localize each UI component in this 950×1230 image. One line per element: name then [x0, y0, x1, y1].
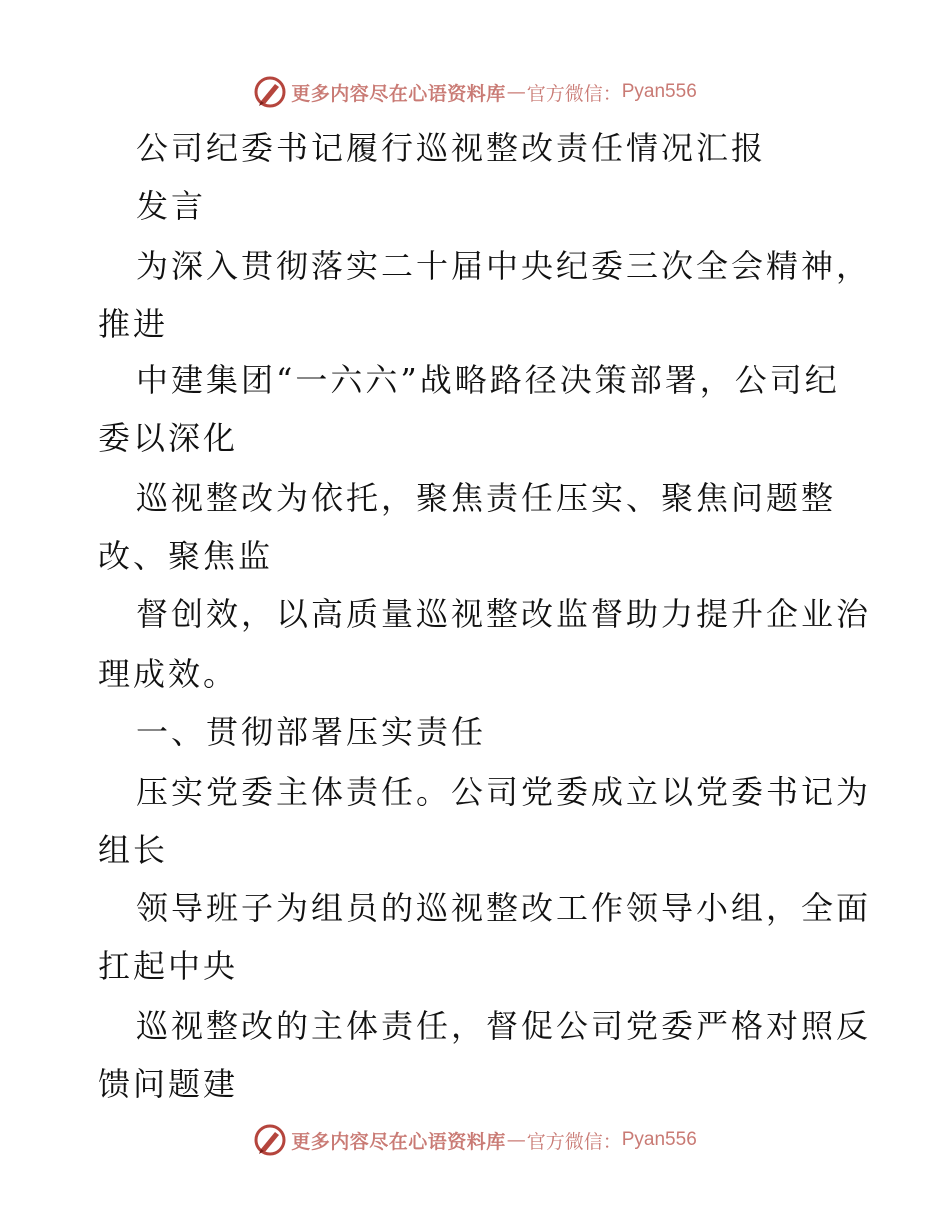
watermark-site: 更多内容尽在心语资料库 — [291, 1130, 506, 1153]
paragraph-line: 中建集团“一六六”战略路径决策部署，公司纪 — [136, 361, 840, 399]
pen-logo-icon — [253, 75, 287, 109]
paragraph-line: 巡视整改的主体责任，督促公司党委严格对照反 — [136, 1007, 872, 1045]
watermark-header — [0, 72, 950, 112]
watermark-dash: — — [506, 1129, 526, 1151]
section-heading: 一、贯彻部署压实责任 — [136, 713, 487, 751]
paragraph-line: 理成效。 — [98, 655, 239, 693]
paragraph-line: 委以深化 — [98, 419, 239, 457]
paragraph-line: 组长 — [98, 831, 169, 869]
paragraph-line: 督创效，以高质量巡视整改监督助力提升企业治 — [136, 595, 872, 633]
watermark-wechat-id: Pyan556 — [621, 1129, 697, 1150]
watermark-wechat-id: Pyan556 — [621, 81, 697, 102]
paragraph-line: 压实党委主体责任。公司党委成立以党委书记为 — [136, 773, 872, 811]
watermark-label: 官方微信： — [526, 82, 622, 105]
paragraph-line: 扛起中央 — [98, 947, 239, 985]
doc-title-line: 公司纪委书记履行巡视整改责任情况汇报 — [136, 129, 767, 167]
watermark-footer — [0, 1120, 950, 1160]
watermark-dash: — — [506, 81, 526, 103]
pen-logo-icon — [253, 1123, 287, 1157]
paragraph-line: 领导班子为组员的巡视整改工作领导小组，全面 — [136, 889, 872, 927]
watermark-label: 官方微信： — [526, 1130, 622, 1153]
paragraph-line: 巡视整改为依托，聚焦责任压实、聚焦问题整 — [136, 479, 837, 517]
doc-title-line-2: 发言 — [136, 187, 207, 225]
paragraph-line: 改、聚焦监 — [98, 537, 274, 575]
paragraph-line: 馈问题建 — [98, 1065, 239, 1103]
paragraph-line: 推进 — [98, 305, 169, 343]
watermark-site: 更多内容尽在心语资料库 — [291, 82, 506, 105]
paragraph-line: 为深入贯彻落实二十届中央纪委三次全会精神， — [136, 247, 872, 285]
